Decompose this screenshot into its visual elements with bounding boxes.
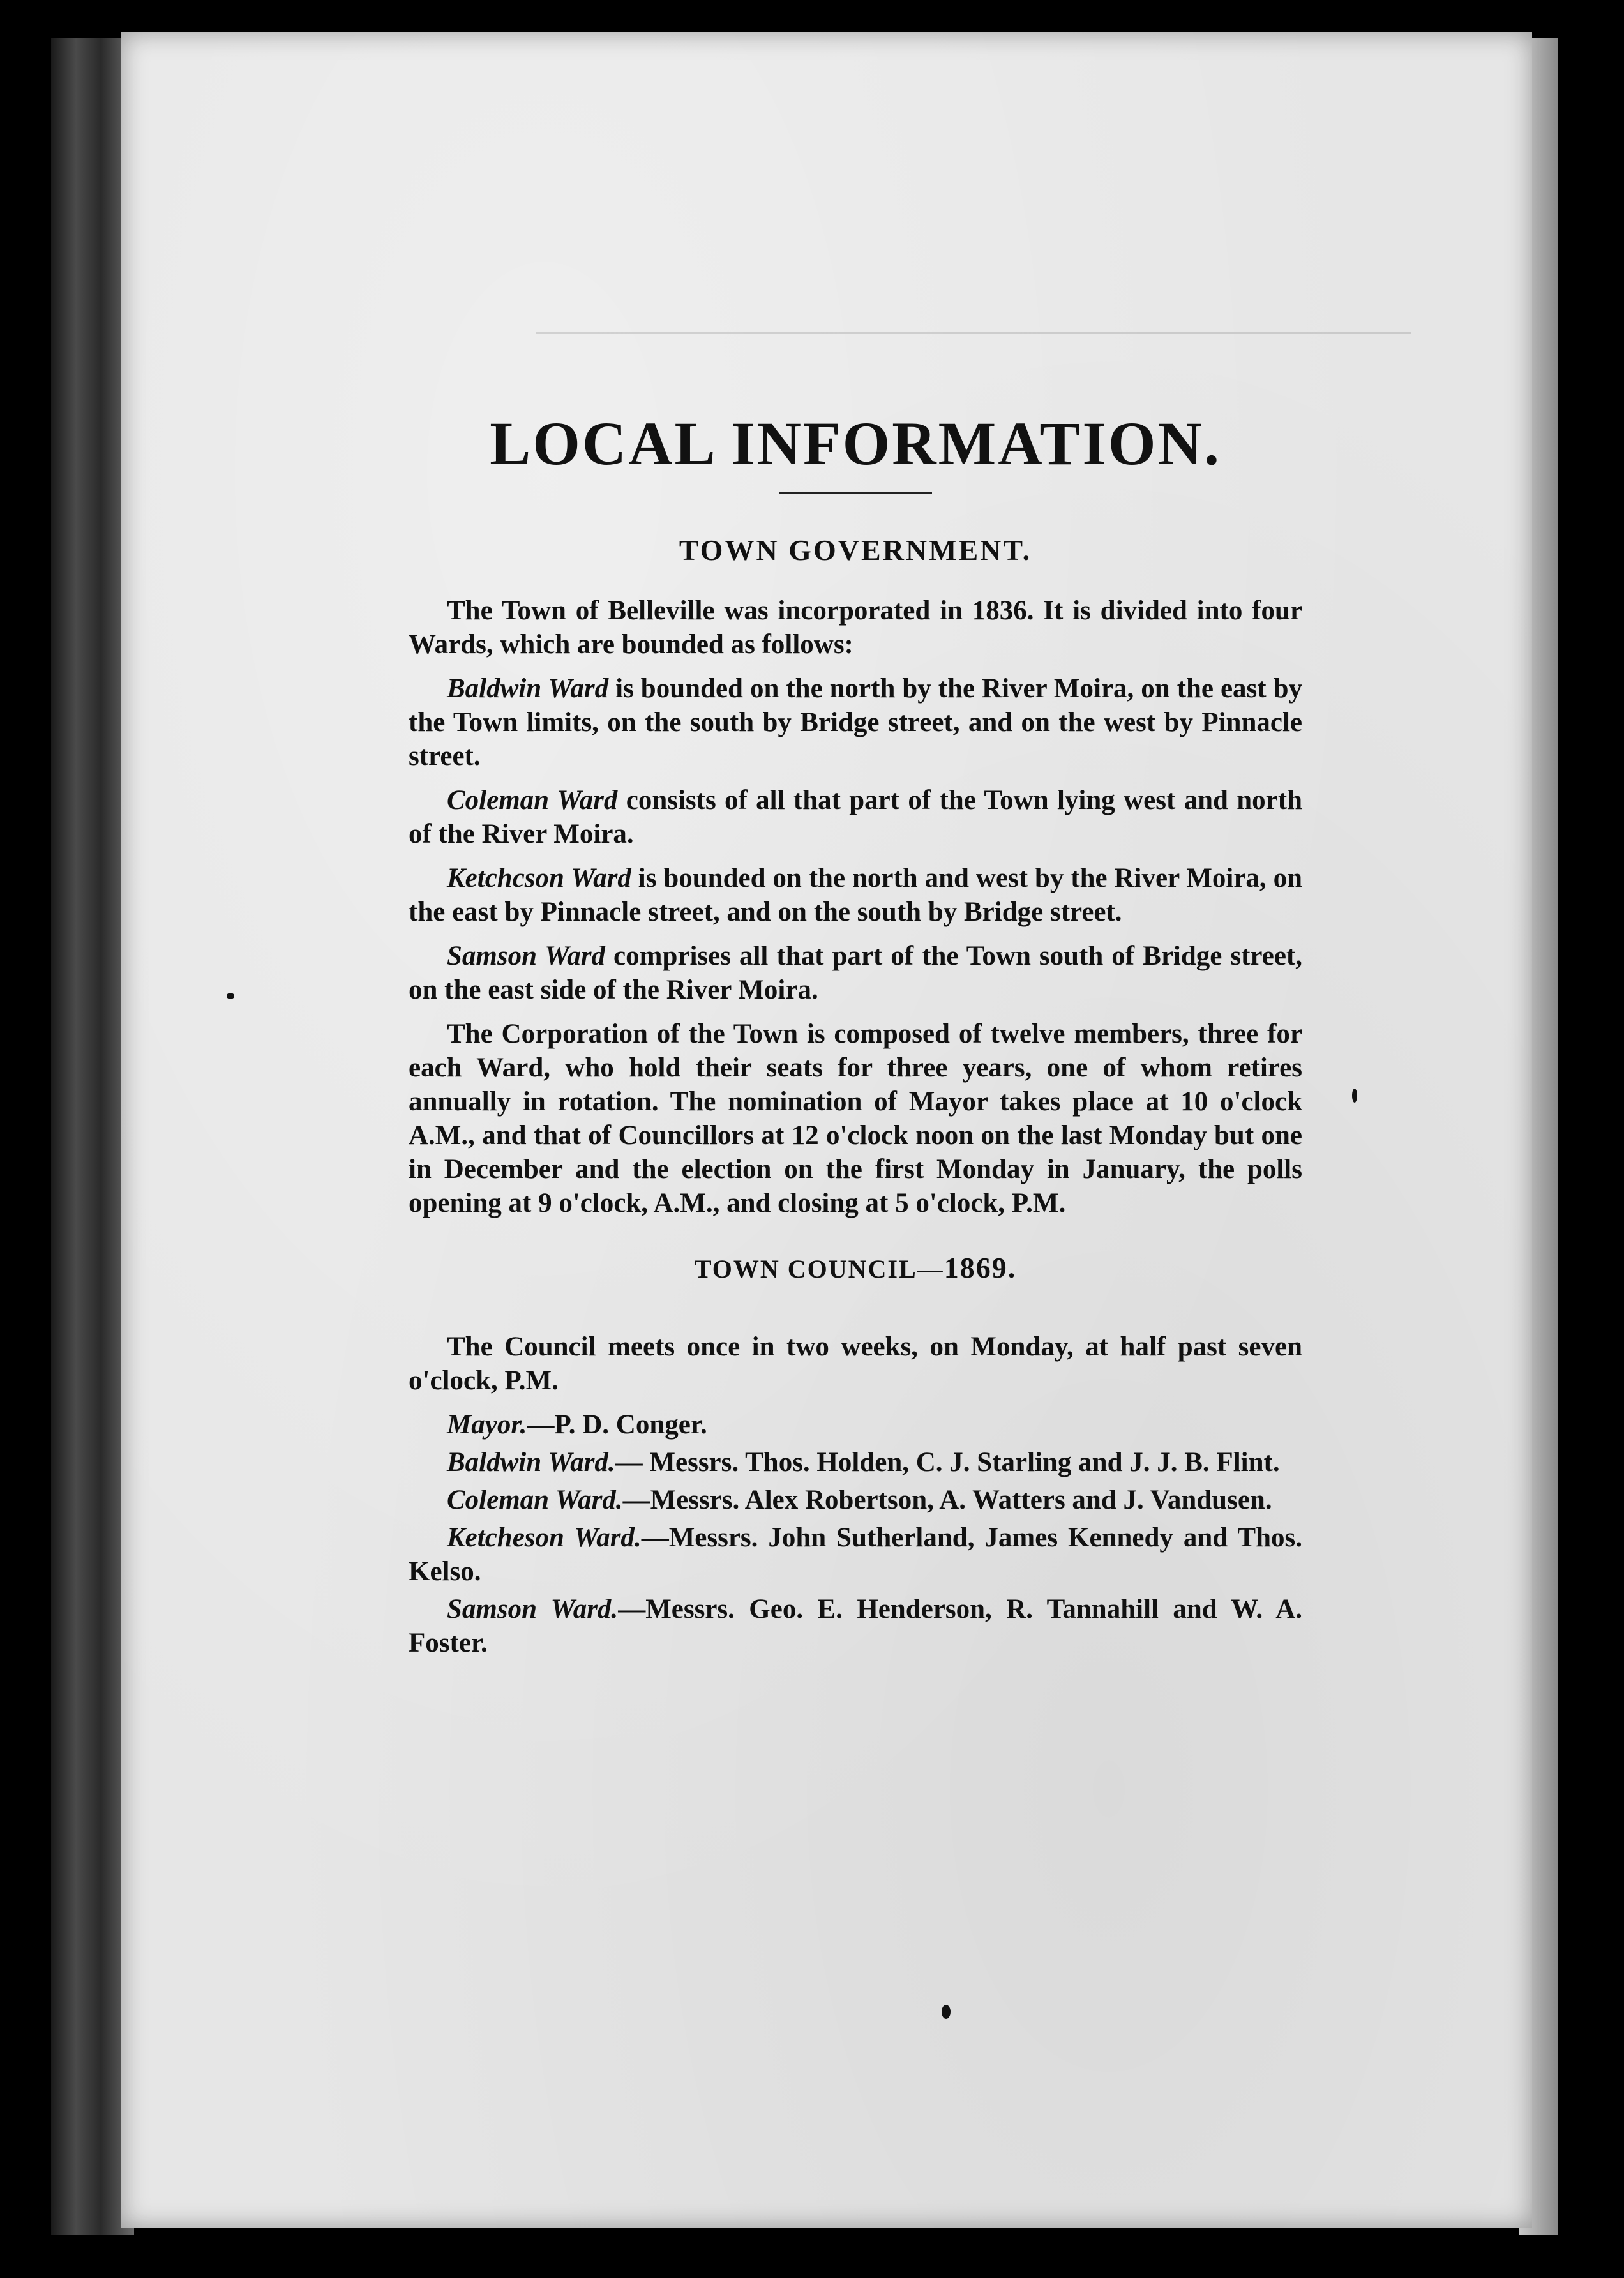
ward-paragraph-samson (409, 939, 1302, 1007)
council-member-line-baldwin (409, 1445, 1302, 1479)
council-member-line-mayor (409, 1408, 1302, 1442)
council-role: Coleman Ward. (447, 1485, 623, 1515)
council-member-line-coleman (409, 1483, 1302, 1517)
corporation-paragraph: The Corporation of the Town is composed of twelve members, three for each Ward, who hold their seats for three years, one of whom retires annually in rotation. The nomination of Mayor takes place at 10 o'clock A.M., and that of Councillors at 12 o'clock noon on the last Monday but one in December and the election on the first Monday in January, the polls opening at 9 o'clock, A.M., and closing at 5 o'clock, P.M. (409, 1019, 1302, 1218)
council-names: —P. D. Conger. (527, 1410, 707, 1440)
title-rule (779, 492, 932, 494)
section-heading-town-government: TOWN GOVERNMENT. (679, 534, 1032, 566)
council-heading-label: TOWN COUNCIL— (694, 1255, 944, 1283)
ward-description: comprises all that part of the Town south of Bridge street, on the east side of the River Moira. (409, 941, 1302, 1005)
ward-description: is bounded on the north and west by the River Moira, on the east by Pinnacle street, and on the south by Bridge street. (409, 863, 1302, 927)
ward-paragraph-coleman (409, 783, 1302, 851)
council-meets-paragraph: The Council meets once in two weeks, on Monday, at half past seven o'clock, P.M. (409, 1332, 1302, 1396)
ward-name: Coleman Ward (447, 785, 618, 815)
council-names: —Messrs. Alex Robertson, A. Watters and J. Vandusen. (622, 1485, 1272, 1515)
ink-speck (1352, 1089, 1357, 1103)
ward-paragraph-baldwin (409, 672, 1302, 773)
page-title: LOCAL INFORMATION. (490, 409, 1221, 478)
page-content (409, 409, 1302, 1664)
council-names: —Messrs. John Sutherland, James Kennedy and Thos. Kelso. (409, 1523, 1302, 1587)
council-role: Mayor. (447, 1410, 527, 1440)
intro-paragraph: The Town of Belleville was incorporated in 1836. It is divided into four Wards, which are bounded as follows: (409, 596, 1302, 660)
council-names: —Messrs. Geo. E. Henderson, R. Tannahill and W. A. Foster. (409, 1594, 1303, 1658)
ward-name: Samson Ward (447, 941, 606, 971)
ward-name: Baldwin Ward (447, 674, 609, 704)
ink-speck (227, 993, 234, 999)
council-member-line-samson (409, 1592, 1302, 1660)
council-role: Samson Ward. (447, 1594, 619, 1624)
council-heading (409, 1252, 1302, 1285)
ward-paragraph-ketcheson (409, 861, 1302, 929)
ward-description: is bounded on the north by the River Moira, on the east by the Town limits, on the south by Bridge street, and on the west by Pinnacle street. (409, 674, 1302, 771)
council-role: Ketcheson Ward. (447, 1523, 642, 1553)
council-member-line-ketcheson (409, 1521, 1302, 1588)
ink-speck (942, 2005, 951, 2019)
ward-description: consists of all that part of the Town lying west and north of the River Moira. (409, 785, 1302, 849)
bleed-through-rule (536, 332, 1411, 334)
council-year: 1869. (944, 1251, 1017, 1284)
council-role: Baldwin Ward. (447, 1447, 615, 1477)
ward-name: Ketchcson Ward (447, 863, 631, 893)
council-names: — Messrs. Thos. Holden, C. J. Starling and J. J. B. Flint. (615, 1447, 1280, 1477)
